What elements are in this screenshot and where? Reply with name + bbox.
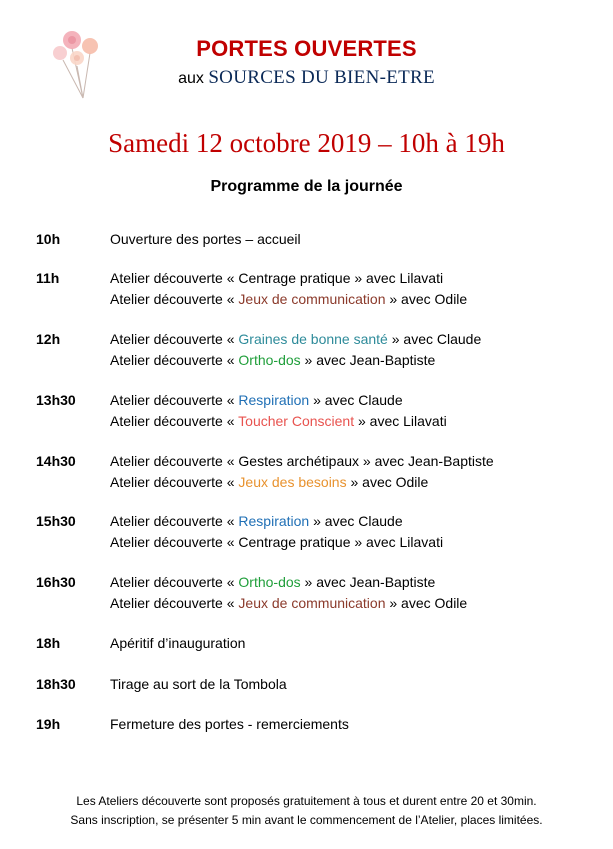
workshop-name: Respiration xyxy=(238,513,310,529)
subtitle-prefix: aux xyxy=(178,70,204,87)
workshop-name: Toucher Conscient xyxy=(238,412,355,429)
slot-time: 14h30 xyxy=(36,453,76,469)
slot-line: Atelier découverte « Toucher Conscient » avec Lilavati xyxy=(110,412,447,429)
slot-time: 10h xyxy=(36,231,61,247)
workshop-name: Jeux de communication xyxy=(238,594,386,611)
workshop-name: Jeux de communication xyxy=(238,290,386,307)
footer-line: Les Ateliers découverte sont proposés gratuitement à tous et durent entre 20 et 30min. xyxy=(76,794,537,808)
programme-heading: Programme de la journée xyxy=(210,178,403,195)
page-title: PORTES OUVERTES xyxy=(196,36,417,61)
slot-time: 11h xyxy=(36,270,60,286)
workshop-name: Jeux des besoins xyxy=(238,473,347,490)
slot-line: Atelier découverte « Gestes archétipaux » avec Jean-Baptiste xyxy=(110,453,494,469)
workshop-name: Ortho-dos xyxy=(238,574,301,590)
workshop-name: Respiration xyxy=(238,392,310,408)
brand-name: SOURCES DU BIEN-ETRE xyxy=(208,67,435,88)
event-date: Samedi 12 octobre 2019 – 10h à 19h xyxy=(108,128,505,158)
footer-note xyxy=(0,792,613,830)
slot-time: 13h30 xyxy=(36,392,76,408)
slot-line: Atelier découverte « Centrage pratique » avec Lilavati xyxy=(110,533,444,550)
slot-time: 12h xyxy=(36,331,61,347)
slot-line: Atelier découverte « Jeux de communication » avec Odile xyxy=(110,594,468,611)
slot-line: Atelier découverte « Ortho-dos » avec Jean-Baptiste xyxy=(110,351,436,368)
slot-line: Apéritif d’inauguration xyxy=(110,635,246,651)
slot-time: 19h xyxy=(36,716,61,732)
slot-line: Atelier découverte « Jeux des besoins » avec Odile xyxy=(110,473,429,490)
slot-line: Atelier découverte « Centrage pratique » avec Lilavati xyxy=(110,270,444,286)
slot-line: Tirage au sort de la Tombola xyxy=(110,676,287,692)
slot-line: Atelier découverte « Graines de bonne santé » avec Claude xyxy=(110,331,482,347)
slot-line: Fermeture des portes - remerciements xyxy=(110,716,349,732)
workshop-name: Ortho-dos xyxy=(238,351,301,368)
workshop-name: Graines de bonne santé xyxy=(238,331,388,347)
slot-time: 18h xyxy=(36,635,61,651)
slot-line: Atelier découverte « Respiration » avec Claude xyxy=(110,513,403,529)
slot-line: Atelier découverte « Respiration » avec Claude xyxy=(110,392,403,408)
slot-line: Atelier découverte « Ortho-dos » avec Jean-Baptiste xyxy=(110,574,436,590)
slot-time: 15h30 xyxy=(36,513,76,529)
slot-line: Atelier découverte « Jeux de communication » avec Odile xyxy=(110,290,468,307)
slot-time: 18h30 xyxy=(36,676,76,692)
slot-time: 16h30 xyxy=(36,574,76,590)
subtitle xyxy=(0,67,613,89)
footer-line: Sans inscription, se présenter 5 min avant le commencement de l’Atelier, places limitées. xyxy=(70,813,543,827)
slot-line: Ouverture des portes – accueil xyxy=(110,231,301,247)
